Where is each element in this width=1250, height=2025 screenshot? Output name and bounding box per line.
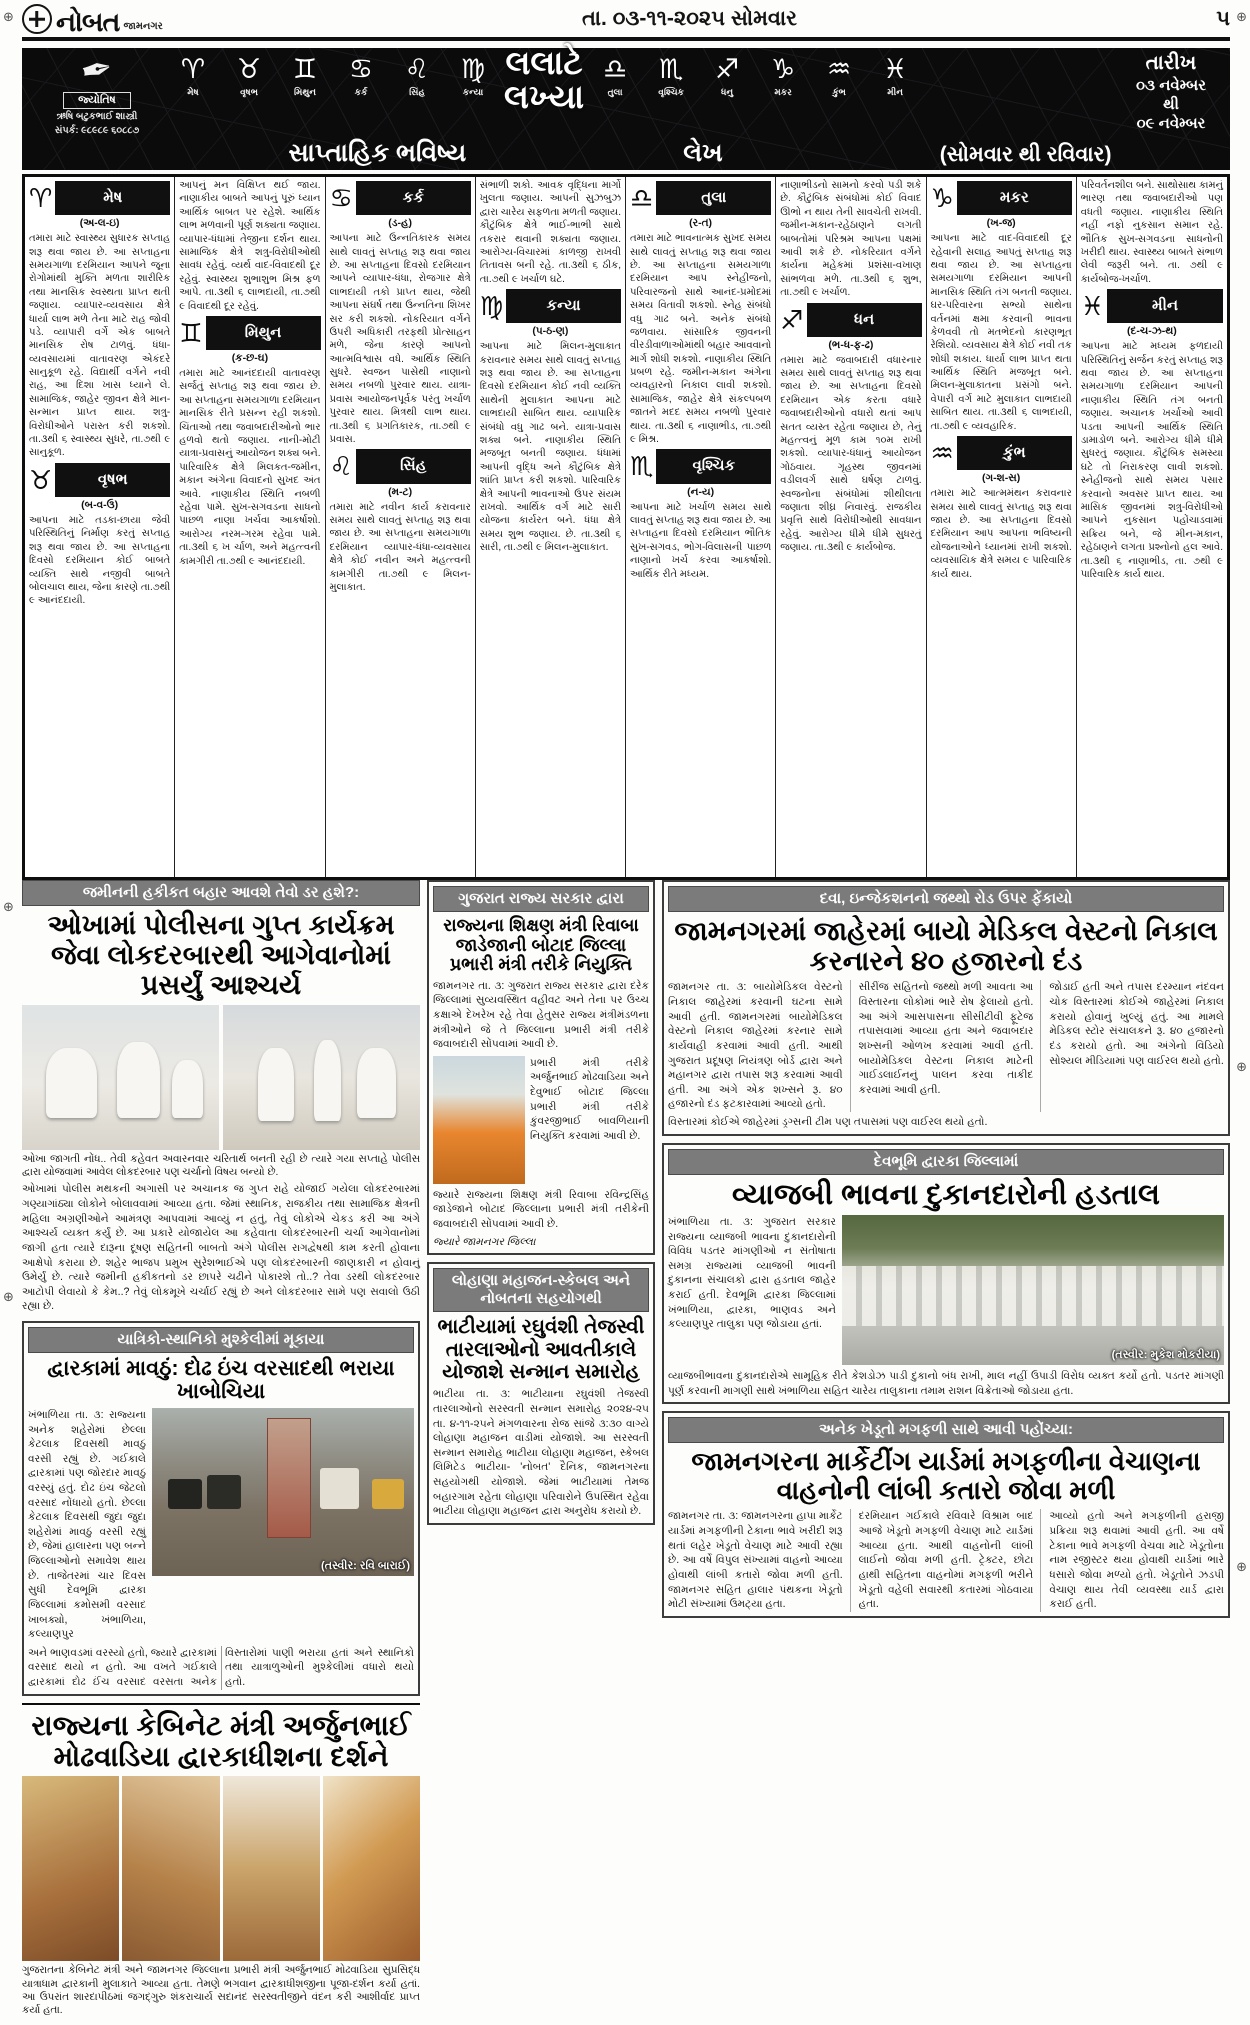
banner-lekh: લેખ	[683, 139, 723, 167]
edition-date: તા. ૦૩-૧૧-૨૦૨૫ સોમવાર	[581, 7, 797, 30]
sign-header-vrushabh	[29, 463, 170, 497]
zodiac-kark	[340, 56, 382, 98]
article-body: જ્યારે જામનગર જિલ્લા	[433, 1235, 536, 1248]
kanya-icon: ♍	[479, 291, 504, 322]
horoscope-column-7	[927, 177, 1077, 877]
shopkeepers-group-shape	[842, 1266, 1224, 1326]
mesh-icon: ♈	[180, 54, 206, 84]
kicker: લોહાણા મહાજન-સ્કેબલ અને નોબતના સહયોગથી	[433, 1268, 649, 1312]
zodiac-name: વૃશ્ચિક	[658, 87, 684, 97]
zodiac-name: કન્યા	[462, 87, 484, 97]
astrologer-name: ઋષિ બટુકભાઈ શાસ્ત્રી	[56, 111, 138, 122]
registration-mark: ⊕	[3, 9, 14, 24]
zodiac-name: મીન	[887, 87, 903, 97]
article-tail: વિસ્તારમાં કોઈએ જાહેરમાં ડ્રગ્સની ટીમ પણ તપાસમાં પણ વાઈરલ થયો હતો.	[668, 1115, 988, 1128]
makar-icon: ♑	[930, 183, 954, 214]
news-column-right	[662, 880, 1230, 2025]
sign-letters: (ગ-શ-સ)	[981, 472, 1021, 485]
kicker: અનેક ખેડૂતો મગફળી સાથે આવી પહોંચ્યા:	[668, 1417, 1224, 1443]
banner-subtitle: સાપ્તાહિક ભવિષ્ય	[288, 139, 467, 167]
horoscope-column-3	[326, 177, 476, 877]
article-okha-lokdarbar	[22, 880, 420, 1314]
article-headline: દ્વારકામાં માવઠું: દોઢ ઇંચ વરસાદથી ભરાયા ખાબોચિયા	[47, 1356, 395, 1404]
page-number: ૫	[1216, 7, 1230, 30]
body-column-2: દરમિયાન ગઈકાલે રવિવારે વિશ્રામ બાદ આજે ખેડૂતો મગફળી વેચાણ માટે યાર્ડમાં આવ્યા હતા. આથી વાહનોની લાંબી લાઈનો જોવા મળી હતી. ટ્રેક્ટર, છોટા હાથી સહિતના વાહનોમાં મગફળી ભરીને ખેડૂતો વહેલી સવારથી કતારમાં ગોઠવાયા હતા.	[859, 1509, 1042, 1611]
zodiac-mesh	[172, 56, 214, 98]
mithun-icon: ♊	[179, 317, 203, 348]
kanya-icon: ♍	[460, 54, 486, 84]
vrushchik-icon: ♏	[658, 54, 684, 84]
article-headline: વ્યાજબી ભાવના દુકાનદારોની હડતાલ	[732, 1178, 1160, 1211]
auto-rickshaw-shape	[207, 1475, 241, 1509]
sign-header-tula	[630, 181, 771, 215]
horoscope-column-8	[1077, 177, 1227, 877]
vrushabh-icon: ♉	[236, 54, 262, 84]
sign-letters: (અ-લ-ઇ)	[79, 217, 120, 230]
photo-side-text: પ્રભારી મંત્રી તરીકે અર્જુનભાઈ મોઢવાડિયા અને દેવુભાઈ બોટાદ જિલ્લા પ્રભારી મંત્રી તરીકે કુંવરજીભાઈ બાવળિયાની નિયુક્તિ કરવામાં આવી છે.	[530, 1056, 649, 1142]
horoscope-banner	[22, 44, 1230, 170]
photo-caption: ઓખા જાગતી નોંધ.. તેવી કહેવત અવારનવાર ચરિતાર્થ બનતી રહી છે ત્યારે ગયા સપ્તાહે પોલીસ દ્વારા યોજવામાં આવેલ લોકદરબાર પણ ચર્ચાનો વિષય બન્યો છે.	[22, 1153, 420, 1179]
zodiac-kumbh	[818, 56, 860, 98]
zodiac-tula	[594, 56, 636, 98]
registration-mark: ⊕	[3, 1289, 14, 1304]
horoscope-text: તમારા માટે સ્વાસ્થ્ય સુધારક સપ્તાહ શરૂ થવા જાય છે. આ સપ્તાહના સમયગાળા દરમિયાન આપને જૂના રોગોમાંથી મુક્તિ મળતા શારીરિક તથા માનસિક સ્વસ્થતા પ્રાપ્ત થતી જણાય. વ્યાપાર-વ્યવસાય ક્ષેત્રે ધાર્યા લાભ મળે તેના માટે રાહ જોવી પડે. વ્યાપારી વર્ગે એક બાબતે માનસિક રોષ ટાળવું. ધંધા-વ્યવસાયમાં વાતાવરણ એકંદરે સાનુકૂળ રહે. વિદ્યાર્થી વર્ગને નવી રાહ, આ દિશા ખાસ ધ્યાને લે. સામાજિક, જાહેર જીવન ક્ષેત્રે માન-સન્માન પ્રાપ્ત થાય. શત્રુ-વિરોધીઓને પરાસ્ત કરી શકશો. તા.૩થી ૬ સ્વાસ્થ્ય સુધરે, તા.૭થી ૯ સાનુકૂળ.	[29, 233, 171, 459]
sign-name: વૃષભ	[55, 463, 170, 497]
horoscope-text: તમારા માટે આત્મમંથન કરાવનાર સમય સાથે લાવતું સપ્તાહ શરૂ થવા જાય છે. આ સપ્તાહના દિવસો દરમિયાન આપ આપના ભવિષ્યની યોજનાઓને ધ્યાનમાં રાખી શકશો. વ્યવસાયિક ક્ષેત્રે સમય ૯ પારિવારિક કાર્ય થાય.	[930, 488, 1072, 580]
article-headline: જામનગરના માર્કેટીંગ યાર્ડમાં મગફળીના વેચાણના વાહનોની લાંબી કતારો જોવા મળી	[691, 1446, 1201, 1506]
logo-emblem-icon	[22, 4, 52, 34]
sign-letters: (ક-છ-ઘ)	[231, 352, 269, 364]
sign-letters: (મ-ટ)	[388, 485, 413, 498]
darshan-photo-3	[223, 1776, 320, 1961]
dhan-icon: ♐	[780, 304, 804, 335]
banner-title-line2: લખ્યા	[504, 78, 585, 116]
zodiac-name: મિથુન	[294, 87, 316, 97]
zodiac-name: તુલા	[607, 87, 623, 97]
zodiac-name: સિંહ	[409, 87, 425, 97]
vrushabh-icon: ♉	[29, 464, 53, 495]
astrologer-contact: સંપર્ક: ૯૮૯૮૯ ૬૦૮૮૭	[54, 124, 140, 136]
sign-letters: (ર-ત)	[689, 217, 713, 230]
article-minister-darshan	[22, 1710, 420, 2018]
vrushchik-icon: ♏	[630, 451, 654, 482]
horoscope-text: આપના માટે ખર્ચાળ સમય સાથે લાવતું સપ્તાહ શરૂ થવા જાય છે. આ સપ્તાહના દિવસો દરમિયાન ભૌતિક સુખ-સગવડ, ભોગ-વિલાસની પાછળ નાણાનો ખર્ચ કરવા આકર્ષાશો. આર્થિક રીતે મધ્યમ.	[630, 501, 772, 580]
sign-letters: (ભ-ધ-ફ-ઢ)	[828, 338, 874, 351]
horoscope-text: નાણાભીડનો સામનો કરવો પડી શકે છે. કૌટુંબિક સંબંધોમાં કોઈ વિવાદ ઊભો ન થાય તેની સાવચેતી રાખવી. જમીન-મકાન-રહેઠાણને લગતી બાબતોમાં પરિશ્રમ આપના પક્ષમાં આવી શકે છે. નોકરિયાત વર્ગને કાર્યના મહેકમાં પ્રશંસા-વખાણ સાંભળવા મળે. તા.૩થી ૬ શુભ, તા.૭થી ૯ ખર્ચાળ.	[780, 180, 922, 299]
registration-mark: ⊕	[1236, 1559, 1247, 1574]
sinh-icon: ♌	[329, 451, 353, 482]
sign-name: કર્ક	[356, 181, 471, 215]
article-headline: ભાટીયામાં રઘુવંશી તેજસ્વી તારલાઓનો આવતીકાલે યોજાશે સન્માન સમારોહ	[437, 1316, 645, 1384]
horoscope-text: સંભાળી શકો. આવક વૃદ્ધિના માર્ગો ખુલતા જણાય. આપની સુઝબુઝ દ્વારા ચારેય સફળતા મળતી જણાય. કૌટુંબિક ક્ષેત્રે ભાઈ-ભાભી સાથે તકરાર થવાની શક્યતા જણાય. આરોગ્ય-વિચારમાં કાળજી રાખવી તિતાવસ બની રહે. તા.૩થી ૬ ઠીક, તા.૭થી ૯ ખર્ચાળ ઘટે.	[479, 180, 621, 285]
jyotish-label: જ્યોતિષ	[63, 92, 131, 109]
tula-icon: ♎	[602, 54, 628, 84]
banner-title-line1: લલાટે	[505, 44, 583, 81]
horoscope-text: આપના માટે તડકા-છાયા જેવી પરિસ્થિતિનું નિર્માણ કરતું સપ્તાહ શરૂ થવા જાય છે. આ સપ્તાહના દિવસો દરમિયાન કોઈ બાબતે વ્યક્તિ સાથે નજીવી બાબતે બોલચાલ થાય, જેના કારણે તા.૭થી ૯ આનંદદાયી.	[29, 514, 171, 607]
sign-name: મિથુન	[206, 316, 321, 350]
hadtal-group-photo	[842, 1215, 1224, 1365]
sign-name: સિંહ	[356, 449, 471, 483]
sign-name: મકર	[957, 181, 1072, 215]
horoscope-text: તમારા માટે જવાબદારી વધારનાર સમય સાથે લાવતું સપ્તાહ શરૂ થવા જાય છે. આ સપ્તાહના દિવસો દરમિયાન એક કરતા વધારે જવાબદારીઓનો વધારો થતાં આપ સતત વ્યસ્ત રહેતા જણાય છે, તેનું મહત્ત્વનું મૂળ કામ ૧૦મ રાખી શકશો. વ્યાપાર-ધંધાનું આયોજન ગોઠવાય. ગૃહસ્થ જીવનમાં વડીલવર્ગ સાથે ઘર્ષણ ટાળવું. સ્વજનોના સંબંધોમાં શીથીલતા જણાતા શીઘ્ર નિવારવું. રાજકીય પ્રવૃત્તિ સાથે વિરોધીઓથી સાવધાન રહેવું. આરોગ્ય ધીમે ધીમે સુધરતું જણાય. તા.૩થી ૯ કાર્યબોજ.	[780, 354, 922, 554]
photo-caption: (તસ્વીર: રવિ બારાઈ)	[321, 1559, 410, 1572]
horoscope-text: આપના માટે ઉન્નતિકારક સમય સાથે લાવતું સપ્તાહ શરૂ થવા જાય છે. આ સપ્તાહના દિવસો દરમિયાન આપને વ્યાપાર-ધંધા, રોજગાર ક્ષેત્રે લાભદાયી તકો પ્રાપ્ત થાય, જેથી આપના સંઘર્ષ તથા ઉન્નતિના શિખર સર કરી શકશો. નોકરિયાત વર્ગને ઉપરી અધિકારી તરફથી પ્રોત્સાહન મળે, જેના કારણે આપનો આત્મવિશ્વાસ વધે. આર્થિક સ્થિતિ સુધરે. સ્વજન પાસેથી નાણાનો સમય નબળો પુરવાર થાય. યાત્રા-પ્રવાસ આયોજનપૂર્વક પરંતુ ખર્ચાળ પુરવાર થાય. મિત્રથી લાભ થાય. તા.૩થી ૬ પ્રગતિકારક, તા.૭થી ૯ પ્રવાસ.	[329, 233, 471, 446]
zodiac-vrushabh	[228, 56, 270, 98]
news-section	[22, 880, 1230, 2017]
horoscope-column-2	[175, 177, 325, 877]
sign-name: મેષ	[55, 181, 170, 215]
article-rivaba-niyukti	[427, 880, 655, 1255]
kicker: યાત્રિકો-સ્થાનિકો મુશ્કેલીમાં મૂકાયા	[28, 1327, 414, 1353]
sign-header-kanya	[480, 289, 621, 323]
sign-name: વૃશ્ચિક	[656, 449, 771, 483]
zodiac-row-left	[172, 48, 494, 98]
article-headline: ઓખામાં પોલીસના ગુપ્ત કાર્યક્રમ જેવા લોકદરબારથી આગેવાનોમાં પ્રસર્યું આશ્ચર્ય	[47, 910, 395, 1001]
date-label: તારીખ	[1145, 52, 1197, 74]
news-column-middle	[427, 880, 655, 2025]
zodiac-row-right	[594, 48, 916, 98]
article-body: જામનગર તા. ૩: ગુજરાત રાજ્ય સરકાર દ્વારા દરેક જિલ્લામાં સુવ્યવસ્થિત વહીવટ અને તેના પર ઉચ્ચ કક્ષાએ દેખરેખ રહે તેવા હેતુસર રાજ્ય મંત્રીમંડળના મંત્રીઓને જે તે જિલ્લાના પ્રભારી મંત્રી તરીકે જવાબદારી સોંપવામાં આવી છે.	[433, 979, 649, 1051]
zodiac-mithun	[284, 56, 326, 98]
zodiac-sinh	[396, 56, 438, 98]
zodiac-meen	[874, 56, 916, 98]
mesh-icon: ♈	[29, 183, 53, 214]
logo-city: જામનગર	[123, 21, 163, 32]
sign-header-vrushchik	[630, 449, 771, 483]
horoscope-text: આપના માટે મધ્યમ ફળદાયી પરિસ્થિતિનું સર્જન કરતું સપ્તાહ શરૂ થવા જાય છે. આ સપ્તાહના સમયગાળા દરમિયાન આપની નાણાકીય સ્થિતિ તંગ બનતી જણાય. અચાનક ખર્ચાઓ આવી પડતા આપની આર્થિક સ્થિતિ ડામાડોળ બને. આરોગ્ય ધીમે ધીમે સુધરતું જણાય. કૌટુંબિક સમસ્યા ઘટે તો નિરાકરણ લાવી શકશો. સ્નેહીજનો સાથે સમય પસાર કરવાનો અવસર પ્રાપ્ત થાય. આ માસિક જીવનમાં શત્રુ-વિરોધીઓ આપને નુકસાન પહોંચાડવામાં સક્રિય બને, જે મીન-મકાન, રહેઠાણને લગતા પ્રશ્નોનો હલ આવે. તા.૩થી ૬ નાણાભીડ, તા. ૭થી ૯ પારિવારિક કાર્ય થાય.	[1080, 341, 1223, 580]
date-from: ૦૩ નવેમ્બર	[1136, 77, 1206, 94]
zodiac-name: ધનુ	[721, 87, 734, 97]
article-bhatiya-samman	[427, 1262, 655, 1525]
horoscope-grid	[22, 174, 1230, 880]
kumbh-icon: ♒	[930, 438, 954, 469]
horoscope-column-4	[476, 177, 626, 877]
banner-date-block	[1112, 48, 1230, 132]
minister-darshan-photo-montage	[22, 1776, 420, 1961]
banner-title	[494, 46, 594, 115]
horoscope-text: પરિવર્તનશીલ બને. સાથોસાથ કામનું ભારણ તથા જવાબદારીઓ પણ વધતી જણાય. નાણાકીય સ્થિતિ નહીં નફો નુકસાન સમાન રહે. ભૌતિક સુખ-સગવડના સાધનોની ખરીદી થાય. સ્વાસ્થ્ય બાબતે સંભાળ લેવી જરૂરી બને. તા. ૭થી ૯ કાર્યબોજ-ખર્ચાળ.	[1080, 180, 1223, 285]
sign-header-kumbh	[931, 436, 1072, 470]
auto-rickshaw-shape	[168, 1479, 202, 1509]
sign-header-dhan	[780, 303, 921, 337]
article-body: ખંભાળિયા તા. ૩: રાજ્યના અનેક શહેરોમાં છેલ્લા કેટલાક દિવસથી માવઠું વરસી રહ્યું છે. ગઈકાલે દ્વારકામાં પણ જોરદાર માવઠું વરસ્યું હતું. દોઢ ઇંચ જેટલો વરસાદ નોંધાયો હતો. છેલ્લા કેટલાક દિવસથી જુદા જુદા શહેરોમાં માવઠું વરસી રહ્યું છે, જેમાં હાલારના પણ બન્ને જિલ્લાઓનો સમાવેશ થાય છે. તાજેતરમાં ચાર દિવસ સુધી દેવભૂમિ દ્વારકા જિલ્લામાં કમોસમી વરસાદ ખાબક્યો, ખંભાળિયા, કલ્યાણપુર	[28, 1408, 146, 1641]
body-column-1: જામનગર તા. ૩: જામનગરના હાપા માર્કેટ યાર્ડમાં મગફળીની ટેકાના ભાવે ખરીદી શરૂ થતાં લહેર ખેડૂતો વેચાણ માટે આવી રહ્યા છે. આ વર્ષે વિપુલ સંખ્યામાં વાહનો આવ્યા હોવાથી લાંબી કતારો જોવા મળી હતી. જામનગર સહિત હાલાર પંથકના ખેડૂતો મોટી સંખ્યામાં ઉમટ્યા હતા.	[668, 1509, 851, 1611]
darshan-photo-2	[122, 1776, 219, 1961]
zodiac-name: મકર	[774, 87, 792, 97]
sign-header-kark	[330, 181, 471, 215]
sign-name: ધન	[807, 303, 922, 337]
body-column-3: આવ્યો હતો અને મગફળીની હરાજી પ્રક્રિયા શરૂ થવામાં આવી હતી. આ વર્ષે ટેકાના ભાવે મગફળી વેચવા માટે ખેડૂતોના નામ રજીસ્ટર થયા હોવાથી યાર્ડમાં ભારે ધસારો જોવા મળ્યો હતો. ખેડૂતોને ઝડપી વેચાણ થાય તેવી વ્યવસ્થા યાર્ડ દ્વારા કરાઈ હતી.	[1049, 1510, 1225, 1611]
date-to: ૦૯ નવેમ્બર	[1136, 115, 1206, 132]
newspaper-logo	[22, 4, 163, 37]
sinh-icon: ♌	[404, 54, 430, 84]
article-body: ખંભાળિયા તા. ૩: ગુજરાત સરકાર રાજ્યના વ્યાજબી ભાવના દુકાનદારોની વિવિધ પડતર માંગણીઓ ન સંતોષાતા સમગ્ર રાજ્યમાં વ્યાજબી ભાવની દુકાનના સંચાલકો દ્વારા હડતાલ જાહેર કરાઈ હતી. દેવભૂમિ દ્વારકા જિલ્લામાં ખંભાળિયા, દ્વારકા, ભાણવડ અને કલ્યાણપુર તાલુકા પણ જોડાયા હતાં.	[668, 1216, 836, 1331]
horoscope-text: તમારા માટે નવીન કાર્ય કરાવનાર સમય સાથે લાવતું સપ્તાહ શરૂ થવા જાય છે. આ સપ્તાહના સમયગાળા દરમિયાન વ્યાપાર-ધંધા-વ્યવસાય ક્ષેત્રે કોઈ નવીન અને મહત્ત્વની કામગીરી તા.૭થી ૯ મિલન-મુલાકાત.	[329, 501, 471, 593]
kicker: દવા, ઇન્જેકશનનો જથ્થો રોડ ઉપર ફેંકાયો	[668, 886, 1224, 912]
horoscope-text: તમારા માટે આનંદદાયી વાતાવરણ સર્જતું સપ્તાહ શરૂ થવા જાય છે. આ સપ્તાહના સમયગાળા દરમિયાન માનસિક રીતે પ્રસન્ન રહી શકશો. ચિંતાઓ તથા જવાબદારીઓનો ભાર હળવો થતો જણાય. નાની-મોટી યાત્રા-પ્રવાસનું આયોજન શક્ય બને. પારિવારિક ક્ષેત્રે મિલકત-જમીન, મકાન અંગેના વિવાદનો સુખદ અંત આવે. નાણાકીય સ્થિતિ નબળી રહેવા પામે. સુખ-સગવડના સાધનો પાછળ નાણા ખર્ચવા આકર્ષાશો. આરોગ્ય નરમ-ગરમ રહેવા પામે. તા.૩થી ૬ ખ ર્ચાળ, અને મહત્ત્વની કામગીરી તા.૭થી ૯ આનંદદાયી.	[179, 368, 321, 567]
darshan-photo-4	[323, 1776, 420, 1961]
article-body-continued: અને ભાણવડમાં વરસ્યો હતો, જ્યારે દ્વારકામાં વરસાદ થયો ન હતો. આ વખતે ગઈકાલે દ્વારકામાં દોઢ ઈંચ વરસાદ વરસતા અનેક વિસ્તારોમાં પાણી ભરાયા હતાં અને સ્થાનિકો તથા યાત્રાળુઓની મુશ્કેલીમાં વધારો થયો હતો.	[28, 1646, 414, 1688]
okha-meeting-photo-1	[22, 1005, 219, 1150]
article-dwarka-rain	[22, 1321, 420, 1696]
zodiac-name: કર્ક	[354, 87, 368, 97]
mithun-icon: ♊	[292, 54, 318, 84]
photo-caption: ગુજરાતના કેબિનેટ મંત્રી અને જામનગર જિલ્લાના પ્રભારી મંત્રી અર્જુનભાઈ મોઢવાડિયા સુપ્રસિદ્ધ યાત્રાધામ દ્વારકાની મુલાકાતે આવ્યા હતા. તેમણે ભગવાન દ્વારકાધીશજીના પૂજા-દર્શન કર્યા હતાં. આ ઉપરાંત શારદાપીઠમાં જગદ્ગુરુ શંકરાચાર્ય સદાનંદ સરસ્વતીજીને વંદન કરી આશીર્વાદ પ્રાપ્ત કર્યા હતા.	[22, 1965, 420, 2017]
article-headline: રાજ્યના શિક્ષણ મંત્રી રિવાબા જાડેજાની બોટાદ જિલ્લા પ્રભારી મંત્રી તરીકે નિયુક્તિ	[443, 915, 639, 975]
dhanu-icon: ♐	[714, 54, 740, 84]
sign-name: કન્યા	[506, 289, 621, 323]
date-mid: થી	[1163, 96, 1179, 113]
section-rule	[22, 1703, 420, 1705]
body-column-3: જોડાઈ હતી અને તપાસ દરમ્યાન નંદવન ચોક વિસ્તારમાં કોઈએ જાહેરમાં નિકાલ કરાયો હોવાનું ખુલ્યું હતું. આ મામલે મેડિકલ સ્ટોર સંચાલકને રૂ. ૪૦ હજારનો દંડ કરાયો હતો. આ અંગેનો વિડિયો સોશ્યલ મીડિયામાં પણ વાઈરલ થયો હતો.	[1049, 981, 1225, 1067]
masthead	[22, 2, 1230, 36]
jyotish-block	[22, 48, 172, 137]
jeep-shape	[320, 1468, 359, 1508]
zodiac-vrushchik	[650, 56, 692, 98]
zodiac-kanya	[452, 56, 494, 98]
meen-icon: ♓	[1080, 291, 1105, 322]
sign-letters: (દ-ચ-ઝ-થ)	[1126, 325, 1177, 338]
horoscope-text: તમારા માટે ભાવનાત્મક સુખદ સમય સાથે લાવતું સપ્તાહ શરૂ થવા જાય છે. આ સપ્તાહના સમયગાળા દરમિયાન આપ સ્નેહીજનો, પરિવારજનો સાથે આનંદ-પ્રમોદમાં સમય વિતાવી શકશો. સ્નેહ સંબંધો વધુ ગાઢ બને. અનેક સંબંધો જળવાય. સાંસારિક જીવનની વીરડીવાળાઓમાંથી બહાર આવવાનો માર્ગ શોધી શકશો. નાણાકીય સ્થિતિ પ્રબળ રહે. જમીન-મકાન અંગેના વ્યવહારનો નિકાલ લાવી શકશો. સામાજિક, જાહેર ક્ષેત્રે સંકલ્પબળ જાતને મદદ સમય નબળો પુરવાર થાય. તા.૩થી ૬ નાણાભીડ, તા.૭થી ૯ મિશ્ર.	[630, 233, 772, 446]
horoscope-column-6	[776, 177, 926, 877]
article-vyajbi-hadtal	[662, 1143, 1230, 1405]
article-body-columns	[668, 980, 1224, 1111]
zodiac-dhanu	[706, 56, 748, 98]
article-body: ભાટીયા તા. ૩: ભાટીયાના રઘુવંશી તેજસ્વી તારલાઓનો સરસ્વતી સન્માન સમારોહ ૨૦૨૪-૨૫ તા. ૪-૧૧-૨૫ને મંગળવારના રોજ સાંજે ૩:૩૦ વાગ્યે લોહાણા મહાજન વાડીમાં યોજાશે. આ સરસ્વતી સન્માન સમારોહ ભાટીયા લોહાણા મહાજન, સ્કેબલ લિમિટેડ ભાટીયા- 'નોબત' દૈનિક, જામનગરના સહયોગથી યોજાશે. જેમાં ભાટીયામાં તેમજ બહારગામ રહેતા લોહાણા પરિવારોને ઉપસ્થિત રહેવા ભાટીયા લોહાણા મહાજન દ્વારા અનુરોધ કરાયો છે.	[433, 1388, 649, 1518]
meen-icon: ♓	[882, 54, 908, 84]
body-column-2: સીરીંજ સહિતનો જથ્થો મળી આવતા આ વિસ્તારના લોકોમાં ભારે રોષ ફેલાયો હતો. આ અંગે આસપાસના સીસીટીવી ફૂટેજ તપાસવામાં આવ્યા હતા અને જવાબદાર શખ્સની ઓળખ કરવામાં આવી હતી. બાયોમેડિકલ વેસ્ટના નિકાલ માટેની ગાઈડલાઈનનું પાલન કરવા તાકીદ કરવામાં આવી હતી.	[859, 980, 1042, 1111]
horoscope-text: આપનું મન વિક્ષિપ્ત થઈ જાય. નાણાકીય બાબતે આપનું પૂરું ધ્યાન આર્થિક બાબત પર રહેશે. આર્થિક લાભ મળવાની પૂર્ણ શક્યતા જણાય. વ્યાપાર-ધંધામાં તેજીના દર્શન થાય. સામાજિક ક્ષેત્રે શત્રુ-વિરોધીઓથી સાવધ રહેવું. વ્યર્થ વાદ-વિવાદથી દૂર રહેવું. સ્વાસ્થ્ય શુભાશુભ મિશ્ર ફળ આપે. તા.૩થી ૬ લાભદાયી, તા.૭થી ૯ વિવાદથી દૂર રહેવું.	[179, 180, 321, 312]
sign-name: તુલા	[656, 181, 771, 215]
sign-letters: (પ-ઠ-ણ)	[532, 325, 569, 338]
sign-header-meen	[1081, 289, 1223, 323]
registration-mark: ⊕	[1236, 1059, 1247, 1074]
sign-letters: (ડ-હ)	[388, 217, 412, 230]
sign-name: કુંભ	[957, 436, 1072, 470]
article-body-columns	[668, 1509, 1224, 1611]
news-column-left	[22, 880, 420, 2025]
kicker: ગુજરાત રાજ્ય સરકાર દ્વારા	[433, 886, 649, 912]
kicker: જમીનની હકીકત બહાર આવશે તેવો ડર હશે?:	[22, 880, 420, 906]
truck-shape	[372, 1479, 403, 1509]
sign-name: મીન	[1107, 289, 1223, 323]
sign-letters: (ન-ય)	[687, 485, 715, 498]
sign-letters: (બ-વ-ઉ)	[81, 498, 119, 511]
okha-meeting-photo-2	[223, 1005, 420, 1150]
makar-icon: ♑	[770, 54, 796, 84]
sign-letters: (ખ-જ)	[986, 217, 1016, 230]
horoscope-text: આપના માટે વાદ-વિવાદથી દૂર રહેવાની સલાહ આપતું સપ્તાહ શરૂ થવા જાય છે. આ સપ્તાહના સમયગાળા દરમિયાન આપની માનસિક સ્થિતિ તંગ બનતી જણાય. ઘર-પરિવારના સભ્યો સાથેના વર્તનમાં ક્ષમા કરવાની ભાવના કેળવવી તો મતભેદનો કારણભૂત રેશિયો. વ્યવસાય ક્ષેત્રે કોઈ નવી તક શોધી શકાય. ધાર્યા લાભ પ્રાપ્ત થતા આર્થિક સ્થિતિ મજબૂત બને. મિલન-મુલાકાતના પ્રસંગો બને. વેપારી વર્ગ માટે મુલાકાત લાભદાયી સાબિત થાય. તા.૩થી ૬ લાભદાયી, તા.૭થી ૯ વ્યવહારિક.	[930, 233, 1072, 432]
sign-header-makar	[931, 181, 1072, 215]
tower-shape	[267, 1418, 311, 1538]
registration-mark: ⊕	[3, 899, 14, 914]
sign-header-mesh	[29, 181, 170, 215]
horoscope-column-5	[626, 177, 776, 877]
registration-mark: ⊕	[1236, 9, 1247, 24]
article-magfali-yard	[662, 1411, 1230, 1617]
article-body: જ્યારે રાજ્યના શિક્ષણ મંત્રી રિવાબા રવિન્દ્રસિંહ જાડેજાને બોટાદ જિલ્લાના પ્રભારી મંત્રી તરીકેની જવાબદારી સોંપવામાં આવી છે.	[433, 1188, 649, 1231]
article-headline: રાજ્યના કેબિનેટ મંત્રી અર્જુનભાઈ મોઢવાડિયા દ્વારકાધીશના દર્શને	[31, 1709, 411, 1772]
article-biomedical-dand	[662, 880, 1230, 1136]
sign-header-sinh	[330, 449, 471, 483]
kark-icon: ♋	[348, 54, 374, 84]
kicker: દેવભૂમિ દ્વારકા જિલ્લામાં	[668, 1149, 1224, 1175]
rivaba-portrait-photo	[433, 1056, 525, 1184]
dwarka-flooded-street-photo	[152, 1408, 414, 1576]
body-column-1: જામનગર તા. ૩: બાયોમેડિકલ વેસ્ટનો નિકાલ જાહેરમાં કરવાની ઘટના સામે આવી હતી. જામનગરમાં બાયોમેડિકલ વેસ્ટનો નિકાલ જાહેરમાં કરનાર સામે કાર્યવાહી કરવામાં આવી હતી. આથી ગુજરાત પ્રદૂષણ નિયંત્રણ બોર્ડ દ્વારા અને મહાનગર દ્વારા તપાસ શરૂ કરવામાં આવી હતી. આ અંગે એક શખ્સને રૂ. ૪૦ હજારનો દંડ ફટકારવામાં આવ્યો હતો.	[668, 980, 851, 1111]
tula-icon: ♎	[630, 183, 654, 214]
logo-text: નોબત	[56, 6, 120, 37]
horoscope-column-1	[25, 177, 175, 877]
banner-subtitle-row	[180, 139, 1220, 168]
quill-icon: ✒	[77, 47, 117, 95]
article-body-continued: વ્યાજબીભાવના દુકાનદારોએ સામૂહિક રીતે કેશડોઝ પાડી દુકાનો બંધ રાખી, માલ નહીં ઉપાડી વિરોધ વ્યક્ત કર્યો હતો. પડતર માંગણી પૂર્ણ કરવાની માગણી સાથે ખંભાળિયા સહિત ચારેય તાલુકાના તમામ રાશન વિક્રેતાઓ જોડાયા હતા.	[668, 1370, 1224, 1397]
kark-icon: ♋	[329, 183, 353, 214]
zodiac-name: કુંભ	[832, 87, 846, 97]
horoscope-text: આપના માટે મિલન-મુલાકાત કરાવનાર સમય સાથે લાવતું સપ્તાહ શરૂ થવા જાય છે. આ સપ્તાહના દિવસો દરમિયાન કોઈ નવી વ્યક્તિ સાથેની મુલાકાત આપના માટે લાભદાયી સાબિત થાય. વ્યાપારિક સંબંધો વધુ ગાઢ બને. યાત્રા-પ્રવાસ શક્ય બને. નાણાકીય સ્થિતિ મજબૂત બનતી જણાય. ધંધામાં આપની વૃદ્ધિ અને કૌટુંબિક ક્ષેત્રે શાંતિ પ્રાપ્ત કરી શકશો. પારિવારિક ક્ષેત્રે આપની ભાવનાઓ ઉપર સંયમ રાખવો. આર્થિક વર્ગ માટે સારી યોજના કાર્યરત બને. ધંધા ક્ષેત્રે સમય શુભ જણાય. છે. તા.૩થી ૬ સારી, તા.૭થી ૯ મિલન-મુલાકાત.	[479, 341, 621, 554]
zodiac-makar	[762, 56, 804, 98]
photo-caption: (તસ્વીર: મુકેશ મોકરીયા)	[1111, 1349, 1220, 1362]
sign-header-mithun	[179, 316, 320, 350]
article-body: ઓખામાં પોલીસ મથકની અગાસી પર અચાનક જ ગુપ્ત રાહે યોજાઈ ગયેલા લોકદરબારમાં ગણ્યાગાંઠ્યા લોકોને બોલાવવામાં આવ્યા હતા. જેમાં સ્થાનિક, રાજકીય તથા સામાજિક ક્ષેત્રની મહિલા અગ્રણીઓને આમંત્રણ આપવામાં આવ્યું ન હતું, તેવું લોકોએ ચેકડ કરી આ અંગે આશ્ચર્ય વ્યક્ત કર્યું છે. આ પ્રકારે યોજાયેલ આ કહેવાતા લોકદરબારની ચર્ચા આગેવાનોમાં જાગી હતા ત્યારે દારૂના દૂષણ સહિતની બાબતો અંગે પોલીસ રાગદ્વેષથી કામ કરતી હોવાના આક્ષેપો કરાયા છે. શહેર ભાજપ પ્રમુખ સુરેશભાઈએ પણ લોકદરબારની જાણકારી ન હોવાનું ઉમેર્યું છે. ત્યારે જમીની હકીકતનો ડર છાપરે ચઢીને પોકારશે તો..? તેવા ડરથી લોકદરબાર આટોપી લેવાયો કે કેમ..? તેવું લોકમૂખે ચર્ચાઈ રહ્યું છે અને લોકદરબાર સામે પણ સવાલો ઉઠી રહ્યા છે.	[22, 1183, 420, 1313]
darshan-photo-1	[22, 1776, 119, 1961]
kumbh-icon: ♒	[826, 54, 852, 84]
article-headline: જામનગરમાં જાહેરમાં બાયો મેડિકલ વેસ્ટનો નિકાલ કરનારને ૪૦ હજારનો દંડ	[674, 916, 1218, 977]
banner-range: (સોમવાર થી રવિવાર)	[939, 143, 1112, 166]
zodiac-name: વૃષભ	[240, 87, 258, 97]
zodiac-name: મેષ	[187, 87, 199, 97]
